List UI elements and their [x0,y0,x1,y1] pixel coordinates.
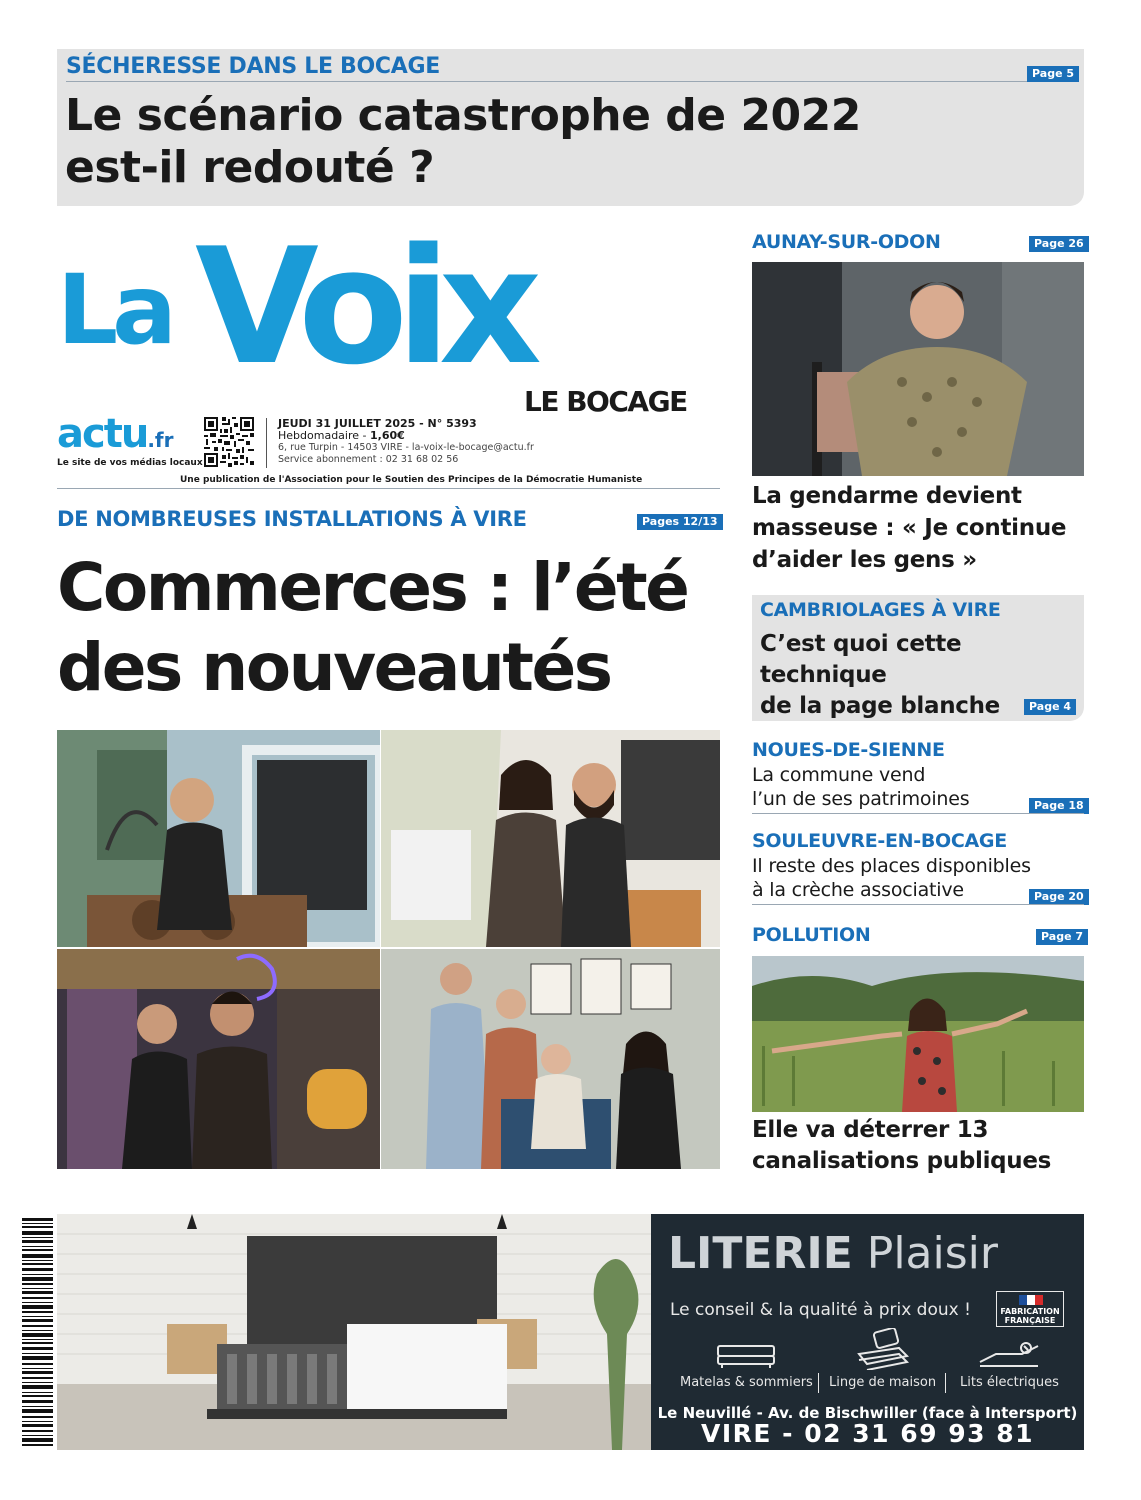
photo-artisan-workshop[interactable] [57,730,380,947]
mattress-icon [714,1340,778,1370]
barcode-icon [22,1218,53,1446]
top-story-title[interactable] [65,90,965,194]
ad-category-electric-beds: Lits électriques [960,1375,1059,1390]
ad-brand-bold: LITERIE [668,1228,853,1279]
made-in-france-line1: FABRICATION [1000,1307,1060,1316]
souleuvre-headline[interactable] [752,854,1052,902]
noues-headline-line2: l’un de ses patrimoines [752,788,970,810]
photo-bakery-couple[interactable] [381,730,720,947]
issue-date: JEUDI 31 JUILLET 2025 - N° 5393 [278,417,477,430]
pollution-kicker: POLLUTION [752,924,871,946]
actu-logo-fr: .fr [147,428,174,452]
logo-la: La [57,254,171,366]
souleuvre-headline-line1: Il reste des places disponibles [752,855,1031,877]
electric-bed-icon [976,1340,1042,1370]
photo-gendarme-masseuse[interactable] [752,262,1084,476]
issue-frequency-price [278,430,534,442]
noues-page-tag[interactable]: Page 18 [1029,798,1089,814]
aunay-headline-line2: masseuse : « Je continue [752,515,1067,541]
linen-icon [855,1328,911,1370]
main-story-page-tag[interactable]: Pages 12/13 [637,514,723,530]
aunay-page-tag[interactable]: Page 26 [1029,236,1089,252]
souleuvre-page-tag[interactable]: Page 20 [1029,889,1089,905]
top-story-page-tag[interactable]: Page 5 [1027,66,1079,82]
top-story-kicker: SÉCHERESSE DANS LE BOCAGE [66,54,440,79]
pollution-headline-line1: Elle va déterrer 13 [752,1117,989,1143]
aunay-kicker: AUNAY-SUR-ODON [752,231,941,253]
issue-subscription: Service abonnement : 02 31 68 02 56 [278,454,459,465]
ad-brand-light: Plaisir [852,1228,998,1279]
ad-address: Le Neuvillé - Av. de Bischwiller (face à Intersport) [657,1404,1078,1422]
ad-category-separator [818,1373,819,1393]
noues-headline-line1: La commune vend [752,764,926,786]
aunay-headline-line3: d’aider les gens » [752,547,977,573]
ad-brand [668,1227,998,1281]
made-in-france-line2: FRANÇAISE [1004,1316,1056,1325]
masthead-separator [266,418,267,468]
cambriolages-kicker: CAMBRIOLAGES À VIRE [760,599,1001,621]
cambriolages-page-tag[interactable]: Page 4 [1024,699,1076,715]
main-story-kicker: DE NOMBREUSES INSTALLATIONS À VIRE [57,507,527,531]
issue-price: 1,60€ [369,429,405,442]
top-story-title-line1: Le scénario catastrophe de 2022 [65,90,861,141]
ad-slogan: Le conseil & la qualité à prix doux ! [670,1300,971,1320]
issue-address: 6, rue Turpin - 14503 VIRE - la-voix-le-bocage@actu.fr [278,442,534,453]
ad-bedroom-photo[interactable] [57,1214,651,1450]
pollution-headline[interactable] [752,1115,1084,1177]
made-in-france-text [998,1307,1062,1325]
ad-category-linen: Linge de maison [829,1375,937,1390]
masthead-rule [57,488,720,489]
actu-logo[interactable] [57,412,173,462]
main-story-title-line1: Commerces : l’été [57,549,688,626]
pollution-page-tag[interactable]: Page 7 [1036,929,1088,945]
main-story-title-line2: des nouveautés [57,629,611,706]
actu-tagline: Le site de vos médias locaux [57,458,203,468]
actu-logo-main: actu [57,411,148,457]
aunay-headline-line1: La gendarme devient [752,483,1022,509]
cambriolages-headline-line1: C’est quoi cette technique [760,631,962,688]
ad-phone[interactable]: VIRE - 02 31 69 93 81 [700,1419,1035,1448]
main-story-title[interactable] [57,548,717,708]
photo-office-team[interactable] [381,949,720,1169]
issue-info [278,418,534,466]
souleuvre-headline-line2: à la crèche associative [752,879,964,901]
qr-code-icon[interactable] [204,417,254,467]
issue-frequency: Hebdomadaire - [278,429,370,442]
aunay-headline[interactable] [752,480,1084,576]
logo-subtitle: LE BOCAGE [524,385,687,418]
logo-voix: Voix [195,213,531,400]
top-story-rule [66,81,1076,82]
noues-rule [752,813,1084,814]
souleuvre-rule [752,904,1084,905]
top-story-title-line2: est-il redouté ? [65,142,435,193]
photo-clothing-store[interactable] [57,949,380,1169]
souleuvre-kicker: SOULEUVRE-EN-BOCAGE [752,830,1007,852]
photo-pollution-field[interactable] [752,956,1084,1112]
ad-category-separator [945,1373,946,1393]
publisher-line: Une publication de l'Association pour le Soutien des Principes de la Démocratie Humaniste [180,475,643,485]
cambriolages-headline-line2: de la page blanche [760,693,1000,719]
pollution-headline-line2: canalisations publiques [752,1148,1052,1174]
noues-kicker: NOUES-DE-SIENNE [752,739,945,761]
ad-category-mattresses: Matelas & sommiers [680,1375,813,1390]
noues-headline[interactable] [752,763,1032,811]
